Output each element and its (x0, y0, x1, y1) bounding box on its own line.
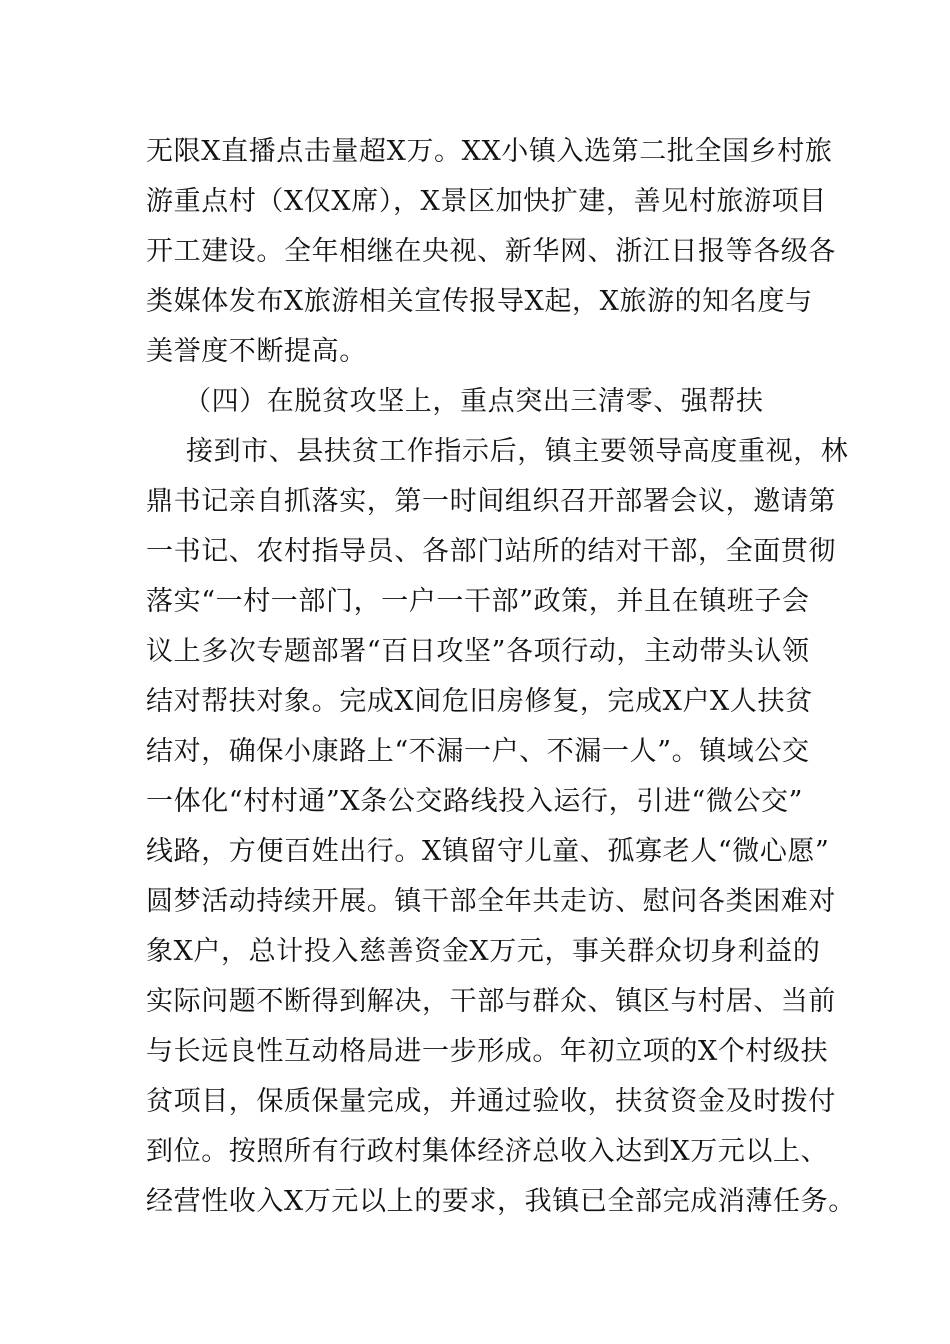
text-line: 议上多次专题部署“百日攻坚”各项行动，主动带头认领 (146, 636, 810, 667)
text-line: 美誉度不断提高。 (146, 336, 367, 367)
text-line: 线路，方便百姓出行。X镇留守儿童、孤寡老人“微心愿” (146, 836, 830, 867)
text-line: 落实“一村一部门，一户一干部”政策，并且在镇班子会 (146, 586, 810, 617)
text-line: 一体化“村村通”X条公交路线投入运行，引进“微公交” (146, 786, 804, 817)
text-line: 无限X直播点击量超X万。XX小镇入选第二批全国乡村旅 (146, 136, 833, 167)
text-line: 游重点村（X仅X席），X景区加快扩建，善见村旅游项目 (146, 186, 827, 217)
text-line: 到位。按照所有行政村集体经济总收入达到X万元以上、 (146, 1136, 829, 1167)
text-line: 圆梦活动持续开展。镇干部全年共走访、慰问各类困难对 (146, 886, 836, 917)
text-line: 与长远良性互动格局进一步形成。年初立项的X个村级扶 (146, 1036, 829, 1067)
text-line: 一书记、农村指导员、各部门站所的结对干部，全面贯彻 (146, 536, 836, 567)
text-line: 贫项目，保质保量完成，并通过验收，扶贫资金及时拨付 (146, 1086, 836, 1117)
text-line: 结对，确保小康路上“不漏一户、不漏一人”。镇域公交 (146, 736, 810, 767)
text-line: 结对帮扶对象。完成X间危旧房修复，完成X户X人扶贫 (146, 686, 813, 717)
text-line: 实际问题不断得到解决，干部与群众、镇区与村居、当前 (146, 986, 836, 1017)
text-line: 类媒体发布X旅游相关宣传报导X起，X旅游的知名度与 (146, 286, 813, 317)
section-heading: （四）在脱贫攻坚上，重点突出三清零、强帮扶 (184, 386, 764, 417)
text-line: 接到市、县扶贫工作指示后，镇主要领导高度重视，林 (186, 436, 849, 467)
text-line: 经营性收入X万元以上的要求，我镇已全部完成消薄任务。 (146, 1186, 856, 1217)
text-line: 开工建设。全年相继在央视、新华网、浙江日报等各级各 (146, 236, 836, 267)
text-line: 象X户，总计投入慈善资金X万元，事关群众切身利益的 (146, 936, 821, 967)
text-line: 鼎书记亲自抓落实，第一时间组织召开部署会议，邀请第 (146, 486, 836, 517)
